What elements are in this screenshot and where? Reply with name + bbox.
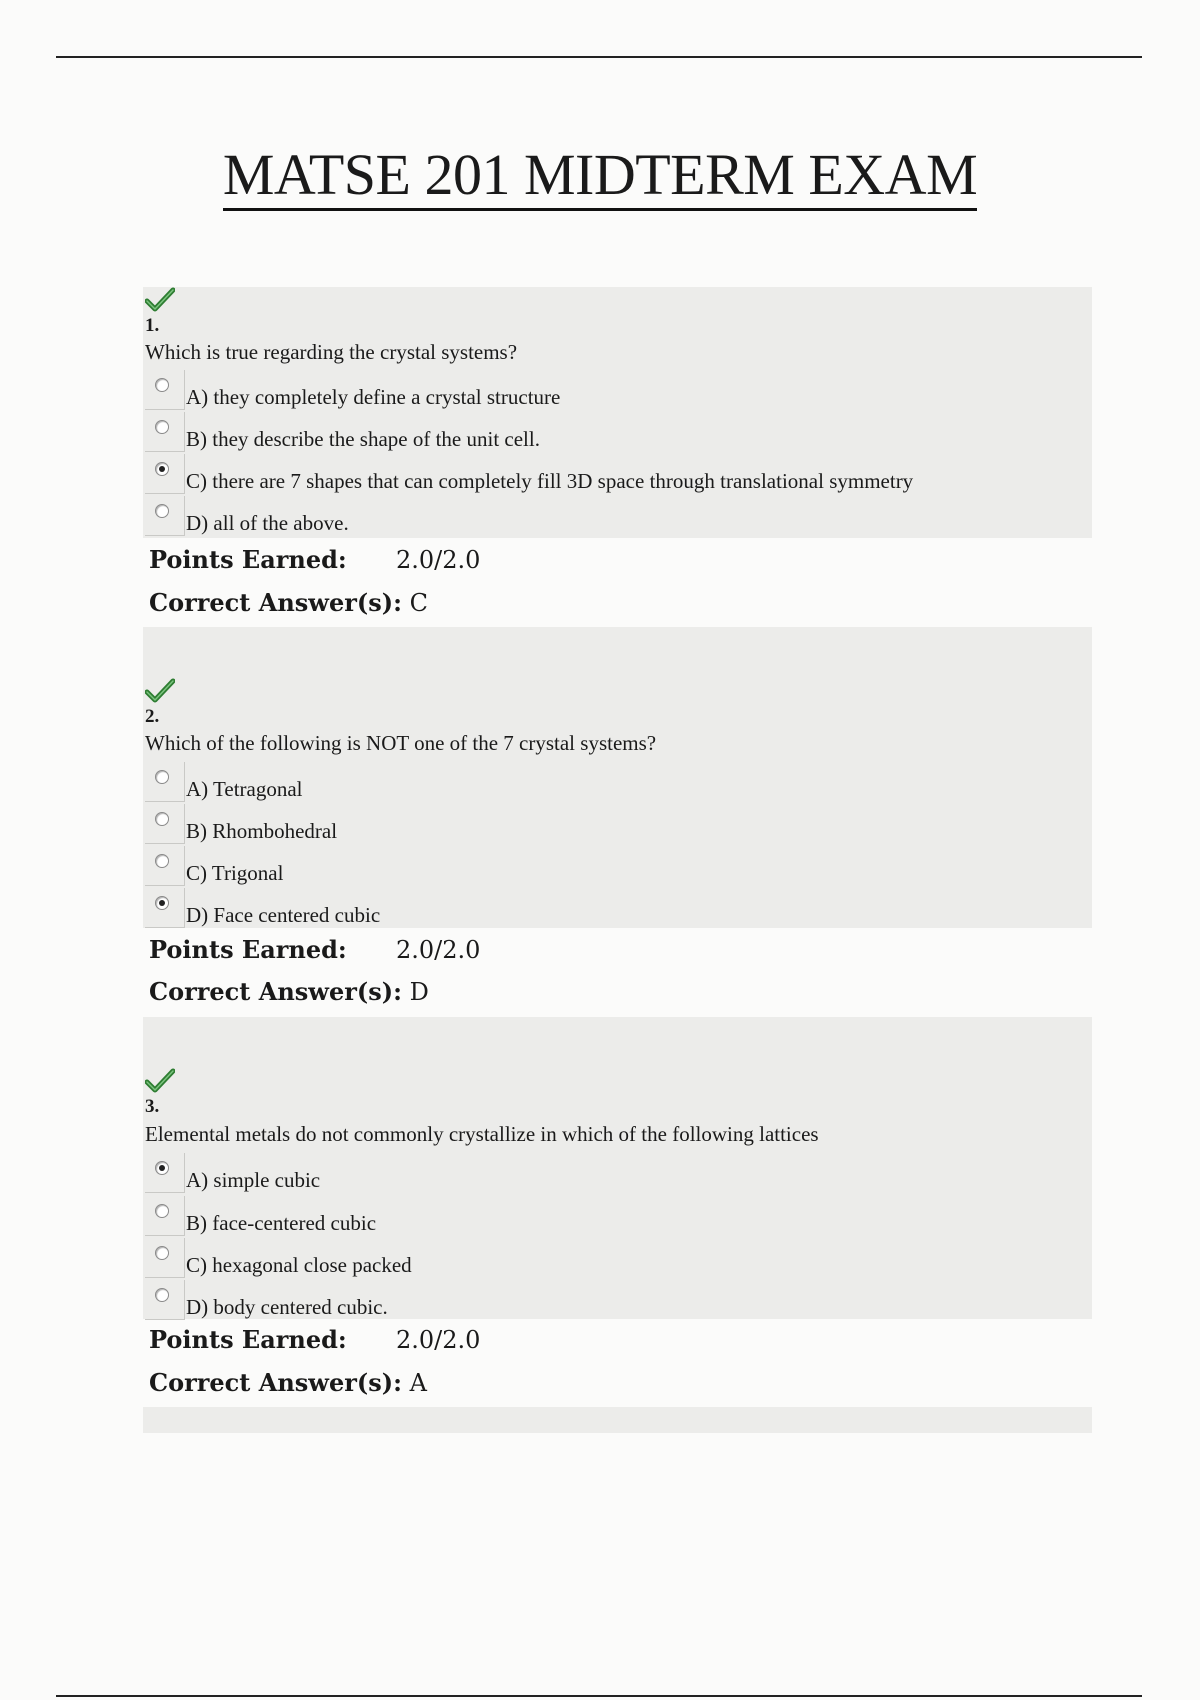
option-label: D) Face centered cubic xyxy=(186,903,381,927)
option-a[interactable] xyxy=(143,370,1083,412)
option-label: A) they completely define a crystal structure xyxy=(186,385,561,409)
checkmark-icon xyxy=(145,678,175,704)
correct-answer xyxy=(149,588,428,618)
option-d[interactable] xyxy=(143,888,1083,930)
radio-button[interactable] xyxy=(155,812,169,826)
checkmark-icon xyxy=(145,287,175,313)
points-label: Points Earned: xyxy=(149,1325,347,1354)
correct-value: C xyxy=(409,589,428,617)
option-label: A) Tetragonal xyxy=(186,777,303,801)
points-earned xyxy=(149,545,481,575)
next-question-block xyxy=(143,1407,1092,1433)
option-c[interactable] xyxy=(143,846,1083,888)
option-b[interactable] xyxy=(143,1196,1083,1238)
option-label: B) Rhombohedral xyxy=(186,819,338,843)
question-text: Which is true regarding the crystal systems? xyxy=(145,340,518,364)
option-d[interactable] xyxy=(143,496,1083,538)
option-a[interactable] xyxy=(143,1153,1083,1195)
points-value: 2.0/2.0 xyxy=(396,936,481,964)
radio-button[interactable] xyxy=(155,1246,169,1260)
option-label: B) they describe the shape of the unit cell. xyxy=(186,427,540,451)
bottom-rule xyxy=(56,1695,1142,1697)
points-earned xyxy=(149,935,481,965)
option-label: D) all of the above. xyxy=(186,511,349,535)
points-earned xyxy=(149,1325,481,1355)
question-number: 1. xyxy=(145,315,160,336)
question-number: 3. xyxy=(145,1096,160,1117)
radio-button-selected[interactable] xyxy=(155,462,169,476)
question-block-2 xyxy=(143,627,1092,928)
points-value: 2.0/2.0 xyxy=(396,546,481,574)
option-label: C) there are 7 shapes that can completely fill 3D space through translational symmetry xyxy=(186,469,914,493)
page-title: MATSE 201 MIDTERM EXAM xyxy=(0,142,1200,208)
radio-button-selected[interactable] xyxy=(155,896,169,910)
checkmark-icon xyxy=(145,1068,175,1094)
option-label: A) simple cubic xyxy=(186,1168,321,1192)
correct-answer xyxy=(149,1368,427,1398)
correct-value: D xyxy=(409,978,429,1006)
points-label: Points Earned: xyxy=(149,545,347,574)
radio-button[interactable] xyxy=(155,1204,169,1218)
option-a[interactable] xyxy=(143,762,1083,804)
question-text: Elemental metals do not commonly crystallize in which of the following lattices xyxy=(145,1122,819,1146)
top-rule xyxy=(56,56,1142,58)
points-value: 2.0/2.0 xyxy=(396,1326,481,1354)
option-label: C) Trigonal xyxy=(186,861,284,885)
question-text: Which of the following is NOT one of the 7 crystal systems? xyxy=(145,731,657,755)
radio-button[interactable] xyxy=(155,770,169,784)
option-label: C) hexagonal close packed xyxy=(186,1253,412,1277)
option-b[interactable] xyxy=(143,412,1083,454)
radio-button[interactable] xyxy=(155,378,169,392)
option-c[interactable] xyxy=(143,454,1083,496)
correct-answer xyxy=(149,977,429,1007)
radio-button-selected[interactable] xyxy=(155,1161,169,1175)
correct-label: Correct Answer(s): xyxy=(149,977,402,1006)
option-label: D) body centered cubic. xyxy=(186,1295,388,1319)
question-block-1 xyxy=(143,287,1092,538)
radio-button[interactable] xyxy=(155,420,169,434)
radio-button[interactable] xyxy=(155,504,169,518)
option-c[interactable] xyxy=(143,1238,1083,1280)
option-b[interactable] xyxy=(143,804,1083,846)
radio-button[interactable] xyxy=(155,854,169,868)
question-block-3 xyxy=(143,1017,1092,1319)
points-label: Points Earned: xyxy=(149,935,347,964)
option-label: B) face-centered cubic xyxy=(186,1211,377,1235)
question-number: 2. xyxy=(145,706,160,727)
correct-label: Correct Answer(s): xyxy=(149,588,402,617)
radio-button[interactable] xyxy=(155,1288,169,1302)
correct-label: Correct Answer(s): xyxy=(149,1368,402,1397)
correct-value: A xyxy=(409,1369,427,1397)
option-d[interactable] xyxy=(143,1280,1083,1322)
